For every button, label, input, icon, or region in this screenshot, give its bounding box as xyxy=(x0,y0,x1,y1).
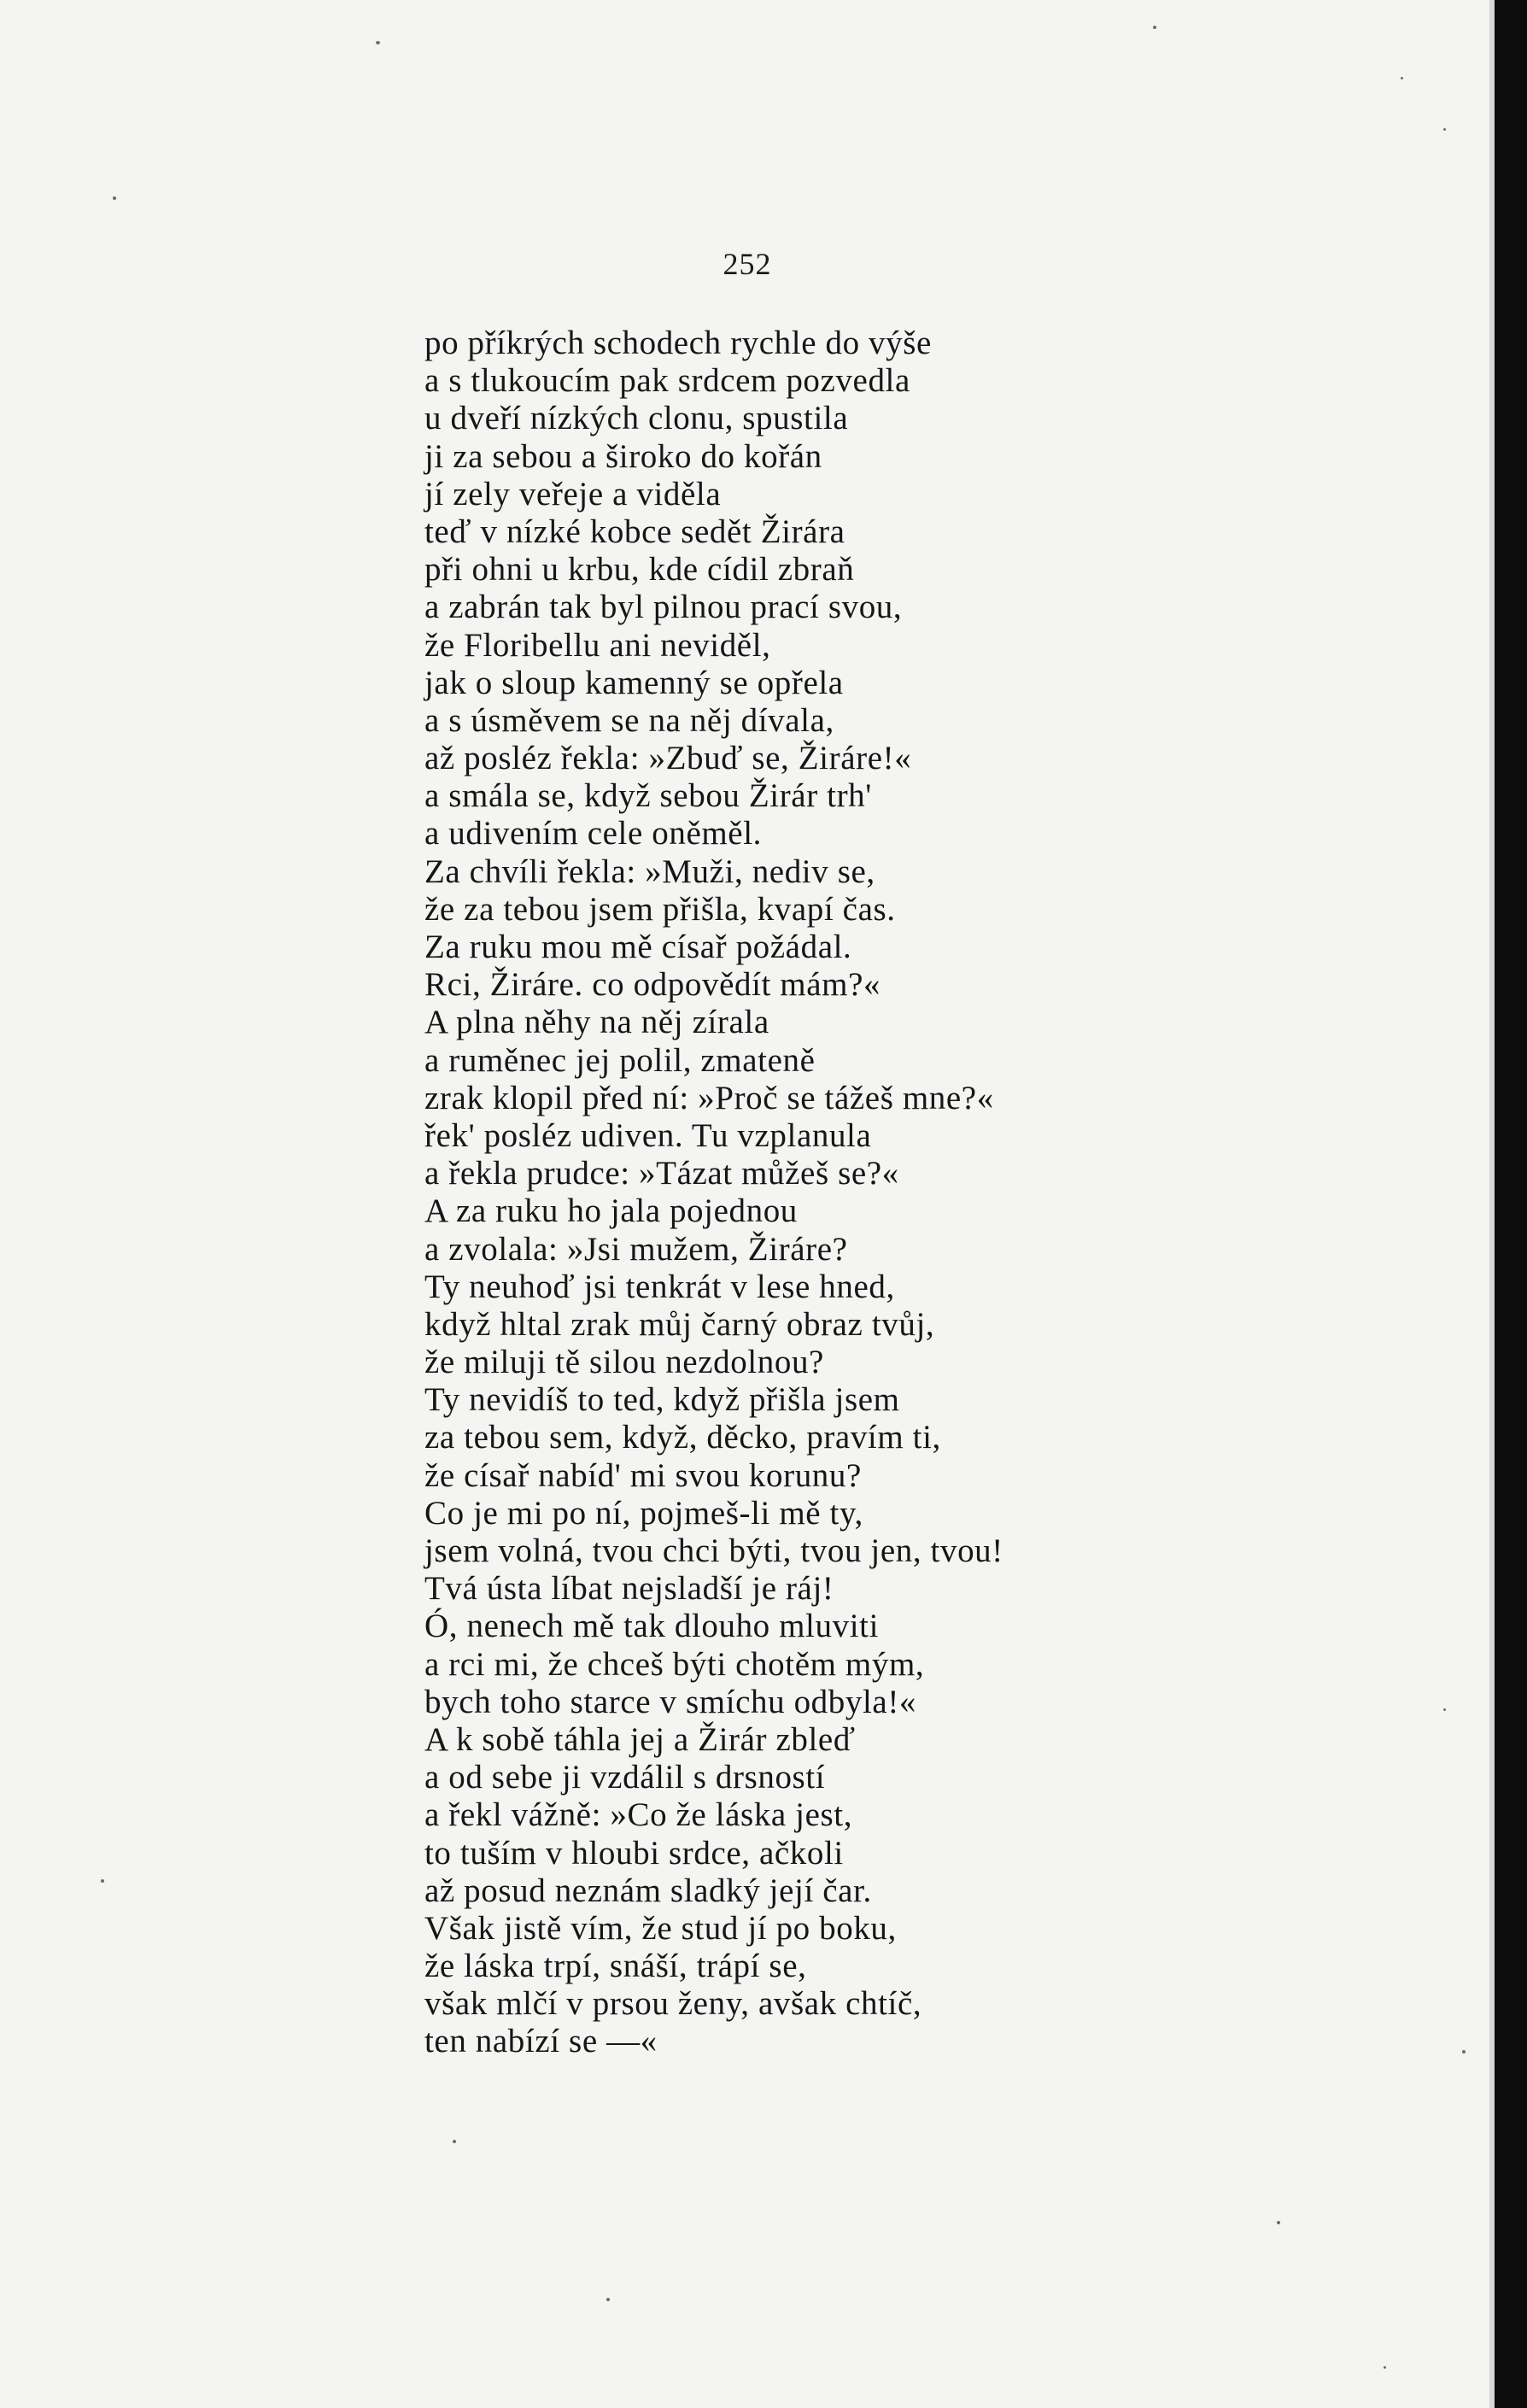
poem-line: bych toho starce v smíchu odbyla!« xyxy=(424,1683,917,1720)
poem-line: a zvolala: »Jsi mužem, Žiráre? xyxy=(424,1230,848,1268)
poem-line: za tebou sem, když, děcko, pravím ti, xyxy=(424,1419,941,1456)
poem-line: po příkrých schodech rychle do výše xyxy=(424,325,932,361)
scan-speck xyxy=(1462,2050,1466,2054)
poem-line: a zabrán tak byl pilnou prací svou, xyxy=(424,589,903,626)
poem-line: že láska trpí, snáší, trápí se, xyxy=(424,1948,807,1985)
scan-speck xyxy=(1443,128,1446,131)
scan-speck xyxy=(1443,1708,1446,1711)
poem-line: teď v nízké kobce sedět Žirára xyxy=(424,513,845,550)
poem-line: a ruměnec jej polil, zmateně xyxy=(424,1041,816,1079)
poem-line: jí zely veřeje a viděla xyxy=(424,475,722,513)
poem-line: řek' posléz udiven. Tu vzplanula xyxy=(424,1116,872,1154)
poem-line: že za tebou jsem přišla, kvapí čas. xyxy=(424,890,896,928)
scan-speck xyxy=(376,41,380,44)
poem-line: že miluji tě silou nezdolnou? xyxy=(424,1344,824,1381)
poem-line: a s úsměvem se na něj dívala, xyxy=(424,701,834,739)
poem-line: jsem volná, tvou chci býti, tvou jen, tvou! xyxy=(424,1532,1003,1569)
poem-line: a udivením cele oněměl. xyxy=(424,815,762,852)
poem-line: že císař nabíd' mi svou korunu? xyxy=(424,1456,862,1494)
scan-speck xyxy=(1401,77,1403,79)
poem-line: při ohni u krbu, kde cídil zbraň xyxy=(424,551,855,589)
poem-line: Však jistě vím, že stud jí po boku, xyxy=(424,1909,897,1947)
poem-line: to tuším v hloubi srdce, ačkoli xyxy=(424,1834,844,1872)
poem-line: když hltal zrak můj čarný obraz tvůj, xyxy=(424,1305,935,1343)
poem-text xyxy=(424,325,1003,2061)
poem-line: Za ruku mou mě císař požádal. xyxy=(424,929,852,965)
scan-speck xyxy=(1384,2366,1386,2369)
poem-line: u dveří nízkých clonu, spustila xyxy=(424,400,849,437)
poem-line: až posléz řekla: »Zbuď se, Žiráre!« xyxy=(424,740,912,777)
poem-line: a od sebe ji vzdálil s drsností xyxy=(424,1759,826,1796)
scan-border xyxy=(1495,0,1527,2408)
poem-line: až posud neznám sladký její čar. xyxy=(424,1872,872,1909)
poem-line: Ty nevidíš to ted, když přišla jsem xyxy=(424,1381,900,1419)
poem-line: a řekla prudce: »Tázat můžeš se?« xyxy=(424,1155,899,1192)
poem-line: Co je mi po ní, pojmeš-li mě ty, xyxy=(424,1494,863,1532)
poem-line: a rci mi, že chceš býti chotěm mým, xyxy=(424,1645,925,1683)
poem-line: ji za sebou a široko do kořán xyxy=(424,437,822,475)
poem-line: a smála se, když sebou Žirár trh' xyxy=(424,777,872,815)
poem-line: Ty neuhoď jsi tenkrát v lese hned, xyxy=(424,1268,895,1305)
scan-speck xyxy=(101,1879,104,1883)
poem-line: Tvá ústa líbat nejsladší je ráj! xyxy=(424,1570,834,1608)
scan-speck xyxy=(1153,26,1156,29)
page-number: 252 xyxy=(723,247,772,281)
poem-line: jak o sloup kamenný se opřela xyxy=(424,664,844,701)
scan-speck xyxy=(1277,2221,1280,2224)
scan-speck xyxy=(113,196,116,200)
scan-speck xyxy=(606,2298,610,2301)
poem-line: zrak klopil před ní: »Proč se tážeš mne?« xyxy=(424,1079,994,1116)
poem-line: Rci, Žiráre. co odpovědít mám?« xyxy=(424,966,881,1004)
poem-line: a řekl vážně: »Co že láska jest, xyxy=(424,1796,853,1834)
poem-line: ten nabízí se —« xyxy=(424,2023,658,2060)
poem-line: však mlčí v prsou ženy, avšak chtíč, xyxy=(424,1985,922,2023)
poem-line: Ó, nenech mě tak dlouho mluviti xyxy=(424,1608,879,1645)
poem-line: A plna něhy na něj zírala xyxy=(424,1004,769,1041)
poem-line: že Floribellu ani neviděl, xyxy=(424,626,771,664)
poem-line: A k sobě táhla jej a Žirár zbleď xyxy=(424,1720,856,1758)
poem-line: A za ruku ho jala pojednou xyxy=(424,1192,798,1230)
poem-line: Za chvíli řekla: »Muži, nediv se, xyxy=(424,852,875,890)
scan-speck xyxy=(453,2140,456,2143)
poem-line: a s tlukoucím pak srdcem pozvedla xyxy=(424,362,910,400)
